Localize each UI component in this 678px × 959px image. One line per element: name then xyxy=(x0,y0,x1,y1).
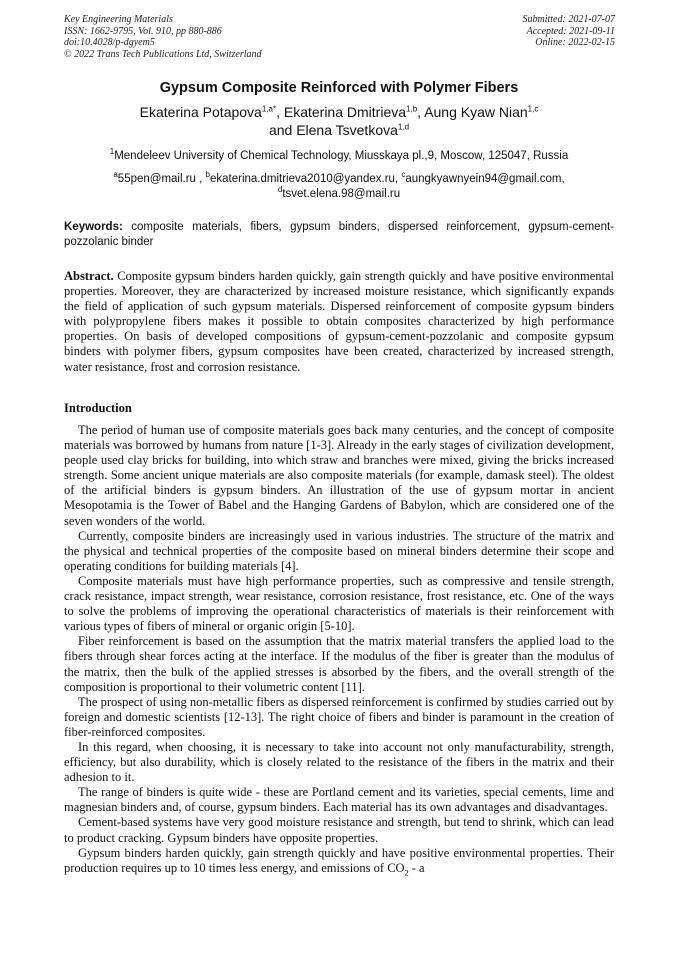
affiliation: $^1$Mendeleev University of Chemical Technology, Miusskaya pl.,9, Moscow, 125047, Russia xyxy=(109,147,569,162)
author-sup: 1,c xyxy=(527,104,539,114)
paragraph: Currently, composite binders are increasingly used in various industries. The structure of the matrix and the physical and technical properties of the composite based on mineral binders determine their scope and operating conditions for building materials [4]. xyxy=(64,528,614,573)
paragraph: Cement-based systems have very good moisture resistance and strength, but tend to shrink, which can lead to product cracking. Gypsum binders have opposite properties. xyxy=(64,815,614,845)
submitted-date: Submitted: 2021-07-07 xyxy=(522,14,615,25)
author-sup: 1,b xyxy=(406,104,418,114)
journal-name: Key Engineering Materials xyxy=(64,14,173,25)
author-name: Aung Kyaw Nian xyxy=(424,104,528,120)
section-heading: Introduction xyxy=(64,401,132,415)
accepted-date: Accepted: 2021-09-11 xyxy=(526,25,615,37)
introduction-body xyxy=(64,423,614,876)
author-name: Ekaterina Dmitrieva xyxy=(283,104,407,120)
email-link[interactable]: ekaterina.dmitrieva2010@yandex.ru, xyxy=(210,173,402,185)
author-list: Ekaterina Potapova$^{1,a*}$, Ekaterina Dmitrieva$^{1,b}$, Aung Kyaw Nian$^{1,c}$ and Elena Tsvetkova$^{1,d}$ xyxy=(139,104,539,138)
email-link[interactable]: aungkyawnyein94@gmail.com, xyxy=(405,173,565,185)
paragraph: The period of human use of composite materials goes back many centuries, and the concept of composite materials was borrowed by humans from nature [1-3]. Already in the early stages of civilization development, people used clay bricks for building, into which straw and branches were mixed, giving the bricks increased strength. Some ancient unique materials are also composite materials (for example, damask steel). The oldest of the artificial binders is gypsum binders. An illustration of the use of gypsum mortar in ancient Mesopotamia is the Tower of Babel and the Hanging Gardens of Babylon, which are considered one of the seven wonders of the world. xyxy=(64,423,614,528)
author-emails: $^a$55pen@mail.ru , $^b$ekaterina.dmitrieva2010@yandex.ru, $^c$aungkyawnyein94@gmail.com, $^d$tsvet.elena.98@mail.ru xyxy=(113,170,565,200)
paragraph: The range of binders is quite wide - these are Portland cement and its varieties, special cements, lime and magnesian binders and, of course, gypsum binders. Each material has its own advantages and disadvantages. xyxy=(64,785,614,815)
doi-line: doi:10.4028/p-dgyem5 xyxy=(64,37,155,48)
author-name: and Elena Tsvetkova xyxy=(268,122,398,138)
dates-header xyxy=(523,14,616,49)
keywords-text: composite materials, fibers, gypsum binders, dispersed reinforcement, gypsum-cement-pozzolanic binder xyxy=(64,221,614,248)
abstract-text: Composite gypsum binders harden quickly, gain strength quickly and have positive environmental properties. Moreover, they are characterized by increased moisture resistance, which significantly expands the field of application of such gypsum materials. Dispersed reinforcement of composite gypsum binders with polypropylene fibers makes it possible to obtain composites characterized by high performance properties. On basis of developed compositions of gypsum-cement-pozzolanic and composite gypsum binders with polymer fibers, gypsum composites have been created, characterized by increased strength, water resistance, frost and corrosion resistance. xyxy=(64,269,614,374)
paragraph: In this regard, when choosing, it is necessary to take into account not only manufacturability, strength, efficiency, but also durability, which is closely related to the resistance of the fibers in the matrix and their adhesion to it. xyxy=(64,739,614,785)
author-name: Ekaterina Potapova xyxy=(139,104,262,120)
email-link[interactable]: tsvet.elena.98@mail.ru xyxy=(282,188,401,200)
paragraph: Composite materials must have high performance properties, such as compressive and tensile strength, crack resistance, impact strength, wear resistance, corrosion resistance, frost resistance, etc. One of the ways to solve the problems of improving the operational characteristics of materials is their reinforcement with various types of fibers of mineral or organic origin [5-10]. xyxy=(64,573,614,634)
paragraph: Gypsum binders harden quickly, gain strength quickly and have positive environmental properties. Their production requires up to 10 times less energy, and emissions of $CO_2$ - a xyxy=(64,845,614,878)
copyright-line: © 2022 Trans Tech Publications Ltd, Switzerland xyxy=(64,48,262,60)
paragraph: The prospect of using non-metallic fibers as dispersed reinforcement is confirmed by studies carried out by foreign and domestic scientists [12-13]. The right choice of fibers and binder is paramount in the creation of fiber-reinforced composites. xyxy=(64,694,614,739)
email-link[interactable]: 55pen@mail.ru , xyxy=(117,173,206,185)
keywords-block xyxy=(64,220,614,250)
online-date: Online: 2022-02-15 xyxy=(535,37,615,48)
author-sup: 1,a* xyxy=(261,104,277,114)
author-sup: 1,d xyxy=(397,122,410,132)
issn-line: ISSN: 1662-9795, Vol. 910, pp 880-886 xyxy=(64,25,222,37)
paper-title: Gypsum Composite Reinforced with Polymer Fibers xyxy=(159,80,519,96)
journal-header xyxy=(64,14,262,60)
keywords-label: Keywords: xyxy=(64,221,123,233)
abstract-block xyxy=(64,269,614,375)
abstract-label: Abstract. xyxy=(64,269,114,283)
paragraph: Fiber reinforcement is based on the assumption that the matrix material transfers the applied load to the fibers through shear forces acting at the interface. If the modulus of the fiber is greater than the modulus of the matrix, then the bulk of the applied stresses is absorbed by the fibers, and the overall strength of the composition is proportional to their volumetric content [11]. xyxy=(64,634,614,694)
